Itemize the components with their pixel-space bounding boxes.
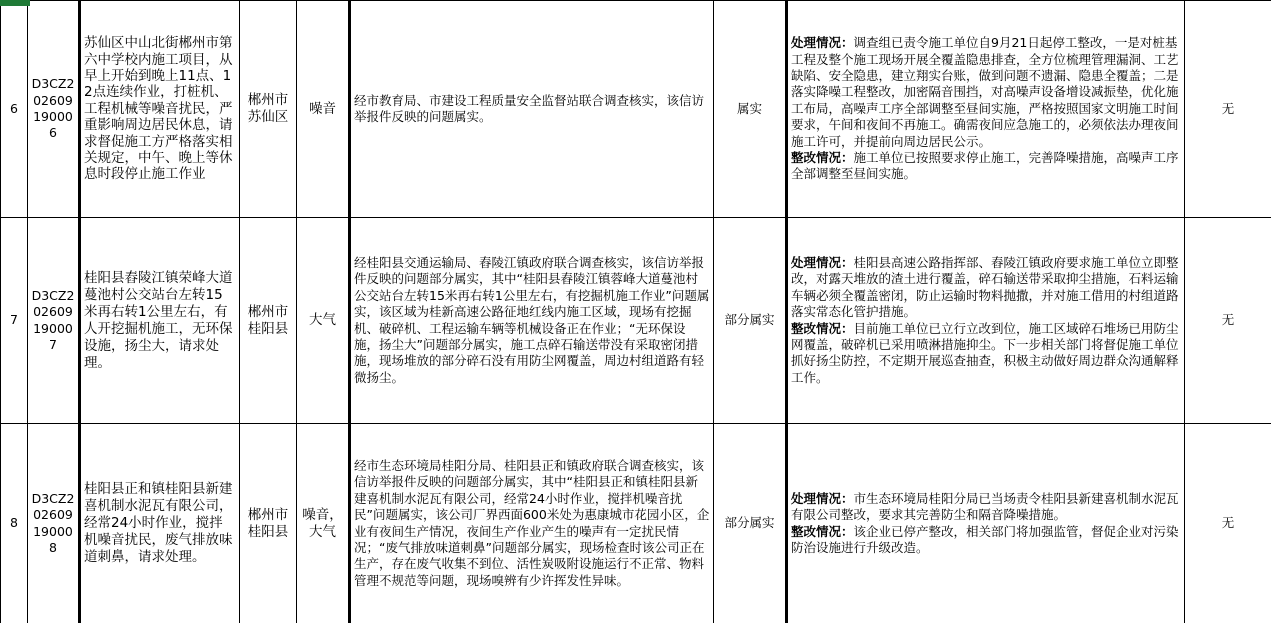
complaint-id [28, 218, 80, 424]
handling-rectification [787, 1, 1185, 218]
id-line: D3CZ2 [31, 287, 75, 303]
handling-text: 桂阳县高速公路指挥部、舂陵江镇政府要求施工单位立即整改，对露天堆放的渣土进行覆盖，碎石输送带采取抑尘措施，石料运输车辆必须全覆盖密闭，防止运输时物料抛撒，并对施工借用的村组道路落实常态化管护措施。 [791, 254, 1179, 320]
id-line: 19000 [33, 320, 73, 336]
handling-label: 处理情况： [791, 490, 854, 506]
rectify-text: 目前施工单位已立行立改到位，施工区域碎石堆场已用防尘网覆盖，破碎机已采用喷淋措施抑尘。下一步相关部门将督促施工单位抓好扬尘防控，不定期开展巡查抽查，积极主动做好周边群众沟通解释工作。 [791, 320, 1179, 385]
id-line: 19000 [33, 109, 73, 124]
region: 郴州市桂阳县 [240, 218, 297, 424]
accountability: 无 [1185, 218, 1271, 424]
complaint-id [28, 424, 80, 623]
verdict: 属实 [714, 1, 787, 218]
handling-label: 处理情况： [791, 254, 854, 270]
accountability: 无 [1185, 1, 1271, 218]
handling-label: 处理情况： [791, 35, 854, 51]
investigation-result: 经市教育局、市建设工程质量安全监督站联合调查核实，该信访举报件反映的问题属实。 [350, 1, 714, 218]
handling-text: 市生态环境局桂阳分局已当场责令桂阳县新建喜机制水泥瓦有限公司整改，要求其完善防尘和隔音降噪措施。 [791, 490, 1179, 523]
selected-cell-marker[interactable] [0, 0, 30, 6]
accountability: 无 [1185, 424, 1271, 623]
complaint-id [28, 1, 80, 218]
rectify-text: 施工单位已按照要求停止施工，完善降噪措施，高噪声工序全部调整至昼间实施。 [791, 150, 1179, 182]
verdict: 部分属实 [714, 218, 787, 424]
table-row [1, 424, 1271, 623]
investigation-result: 经市生态环境局桂阳分局、桂阳县正和镇政府联合调查核实，该信访举报件反映的问题部分属实，其中“桂阳县正和镇桂阳县新建喜机制水泥瓦有限公司，经常24小时作业，搅拌机噪音扰民”问题属实，该公司厂界西面600米处为惠康城市花园小区，企业有夜间生产情况，夜间生产作业产生的噪声有一定扰民情况；“废气排放味道刺鼻”问题部分属实，现场检查时该公司正在生产，存在废气收集不到位、活性炭吸附设施运行不正常、物料管理不规范等问题，现场嗅辨有少许挥发性异味。 [350, 424, 714, 623]
id-line: 02609 [33, 507, 73, 523]
complaint-content: 桂阳县舂陵江镇荣峰大道蔓池村公交站台左转15米再右转1公里左右，有人开挖掘机施工，无环保设施，扬尘大，请求处理。 [80, 218, 240, 424]
id-line: 19000 [33, 523, 73, 539]
id-line: 02609 [33, 304, 73, 320]
rectify-label: 整改情况： [791, 150, 854, 166]
pollution-type: 噪音 [297, 1, 350, 218]
rectify-text: 该企业已停产整改，相关部门将加强监管，督促企业对污染防治设施进行升级改造。 [791, 523, 1179, 555]
row-number: 7 [1, 218, 28, 424]
table-row [1, 218, 1271, 424]
id-line: 6 [49, 125, 57, 141]
verdict: 部分属实 [714, 424, 787, 623]
investigation-result: 经桂阳县交通运输局、舂陵江镇政府联合调查核实，该信访举报件反映的问题部分属实，其中“桂阳县舂陵江镇蓉峰大道蔓池村公交站台左转15米再右转1公里左右，有挖掘机施工作业”问题属实，该区域为桂新高速公路征地红线内施工区域，现场有挖掘机、破碎机、工程运输车辆等机械设备正在作业；“无环保设施，扬尘大”问题部分属实，施工点碎石输送带没有采取密闭措施，现场堆放的部分碎石没有用防尘网覆盖，周边村组道路有轻微扬尘。 [350, 218, 714, 424]
complaint-content: 苏仙区中山北街郴州市第六中学校内施工项目，从早上开始到晚上11点、12点连续作业，打桩机、工程机械等噪音扰民，严重影响周边居民休息，请求督促施工方严格落实相关规定，中午、晚上等休息时段停止施工作业 [80, 1, 240, 218]
table-row [1, 1, 1271, 218]
region: 郴州市桂阳县 [240, 424, 297, 623]
id-line: 7 [49, 336, 57, 352]
complaint-content: 桂阳县正和镇桂阳县新建喜机制水泥瓦有限公司，经常24小时作业，搅拌机噪音扰民，废气排放味道刺鼻，请求处理。 [80, 424, 240, 623]
row-number: 6 [1, 1, 28, 218]
handling-rectification [787, 218, 1185, 424]
pollution-type: 噪音，大气 [297, 424, 350, 623]
id-line: 8 [49, 539, 57, 555]
handling-rectification [787, 424, 1185, 623]
handling-text: 调查组已责令施工单位自9月21日起停工整改，一是对桩基工程及整个施工现场开展全覆盖隐患排查，全方位梳理管理漏洞、工艺缺陷、安全隐患，建立翔实台账，做到问题不遗漏、隐患全覆盖；二是落实降噪工程整改，加密隔音围挡，对高噪声设备增设减振垫，优化施工布局，高噪声工序全部调整至昼间实施，严格按照国家文明施工时间要求，午间和夜间不再施工。确需夜间应急施工的，必须依法办理夜间施工许可，并提前向周边居民公示。 [791, 35, 1179, 149]
pollution-type: 大气 [297, 218, 350, 424]
rectify-label: 整改情况： [791, 320, 854, 336]
rectify-label: 整改情况： [791, 523, 854, 539]
row-number: 8 [1, 424, 28, 623]
id-line: D3CZ2 [31, 76, 75, 92]
id-line: 02609 [33, 92, 73, 108]
region: 郴州市苏仙区 [240, 1, 297, 218]
id-line: D3CZ2 [31, 490, 75, 506]
